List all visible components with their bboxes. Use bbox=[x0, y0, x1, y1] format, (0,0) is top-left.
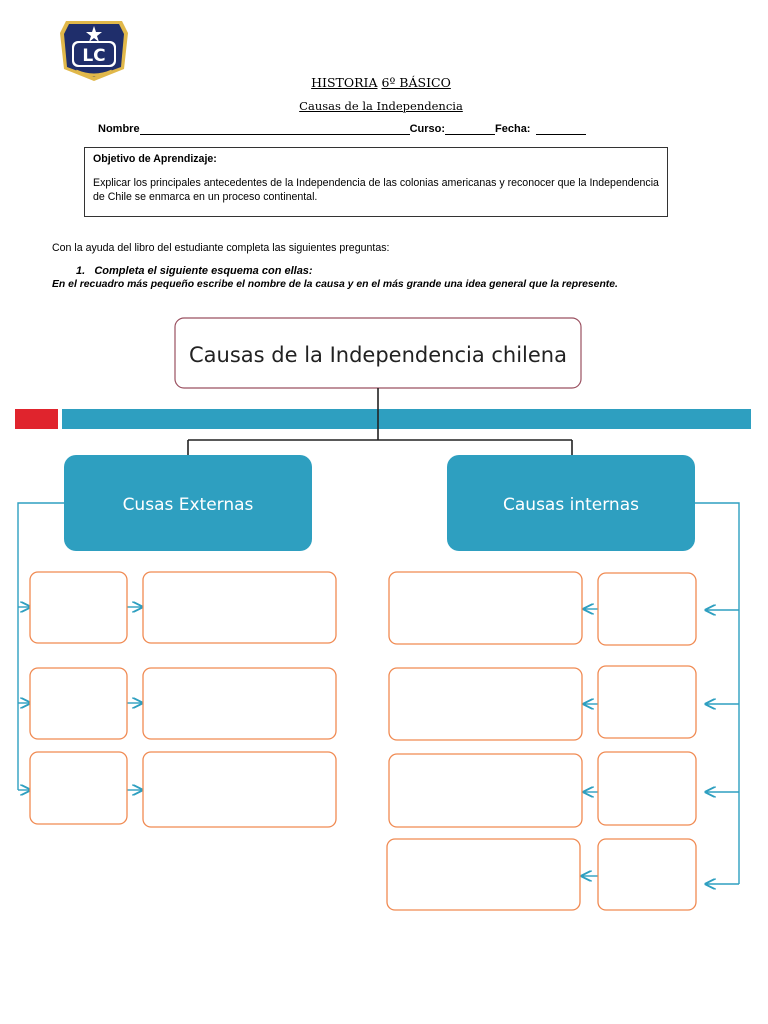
red-bar bbox=[15, 409, 58, 429]
course-label: Curso: bbox=[409, 123, 446, 135]
name-field[interactable] bbox=[140, 123, 410, 135]
name-label: Nombre bbox=[98, 123, 140, 135]
question-1-number: 1. bbox=[76, 265, 86, 277]
external-cause-idea-box-2[interactable] bbox=[143, 668, 336, 739]
objective-box bbox=[84, 147, 668, 217]
internal-cause-idea-box-2[interactable] bbox=[389, 668, 582, 740]
student-info-row bbox=[98, 123, 586, 135]
page-subtitle: Causas de la Independencia bbox=[299, 99, 463, 113]
internal-cause-name-box-2[interactable] bbox=[598, 666, 696, 738]
question-1-detail: En el recuadro más pequeño escribe el nombre de la causa y en el más grande una idea general que la represente. bbox=[52, 279, 618, 290]
objective-text: Explicar los principales antecedentes de la Independencia de las colonias americanas y reconocer que la Independencia de Chile se enmarca en un proceso continental. bbox=[93, 177, 659, 203]
external-causes-label: Cusas Externas bbox=[122, 495, 254, 515]
internal-causes-label: Causas internas bbox=[503, 495, 639, 515]
page-title bbox=[0, 75, 762, 90]
course-field[interactable] bbox=[445, 123, 495, 135]
external-cause-name-box-2[interactable] bbox=[30, 668, 127, 739]
internal-cause-name-box-4[interactable] bbox=[598, 839, 696, 910]
question-1 bbox=[76, 265, 313, 277]
internal-cause-idea-box-1[interactable] bbox=[389, 572, 582, 644]
date-field[interactable] bbox=[536, 123, 586, 135]
external-cause-name-box-3[interactable] bbox=[30, 752, 127, 824]
internal-cause-idea-box-4[interactable] bbox=[387, 839, 580, 910]
logo-letters: LC bbox=[82, 46, 106, 66]
school-logo bbox=[58, 17, 130, 83]
subject-title: HISTORIA bbox=[311, 75, 378, 90]
internal-cause-idea-box-3[interactable] bbox=[389, 754, 582, 827]
root-label: Causas de la Independencia chilena bbox=[189, 343, 567, 367]
external-cause-idea-box-3[interactable] bbox=[143, 752, 336, 827]
date-label: Fecha: bbox=[495, 123, 531, 135]
grade-title: 6º BÁSICO bbox=[381, 75, 451, 90]
teal-bar bbox=[62, 409, 751, 429]
instructions: Con la ayuda del libro del estudiante completa las siguientes preguntas: bbox=[52, 242, 390, 254]
external-cause-name-box-1[interactable] bbox=[30, 572, 127, 643]
internal-cause-name-box-3[interactable] bbox=[598, 752, 696, 825]
causes-diagram bbox=[0, 300, 768, 920]
objective-heading: Objetivo de Aprendizaje: bbox=[93, 153, 217, 165]
external-cause-idea-box-1[interactable] bbox=[143, 572, 336, 643]
internal-cause-name-box-1[interactable] bbox=[598, 573, 696, 645]
question-1-text: Completa el siguiente esquema con ellas: bbox=[94, 265, 313, 277]
